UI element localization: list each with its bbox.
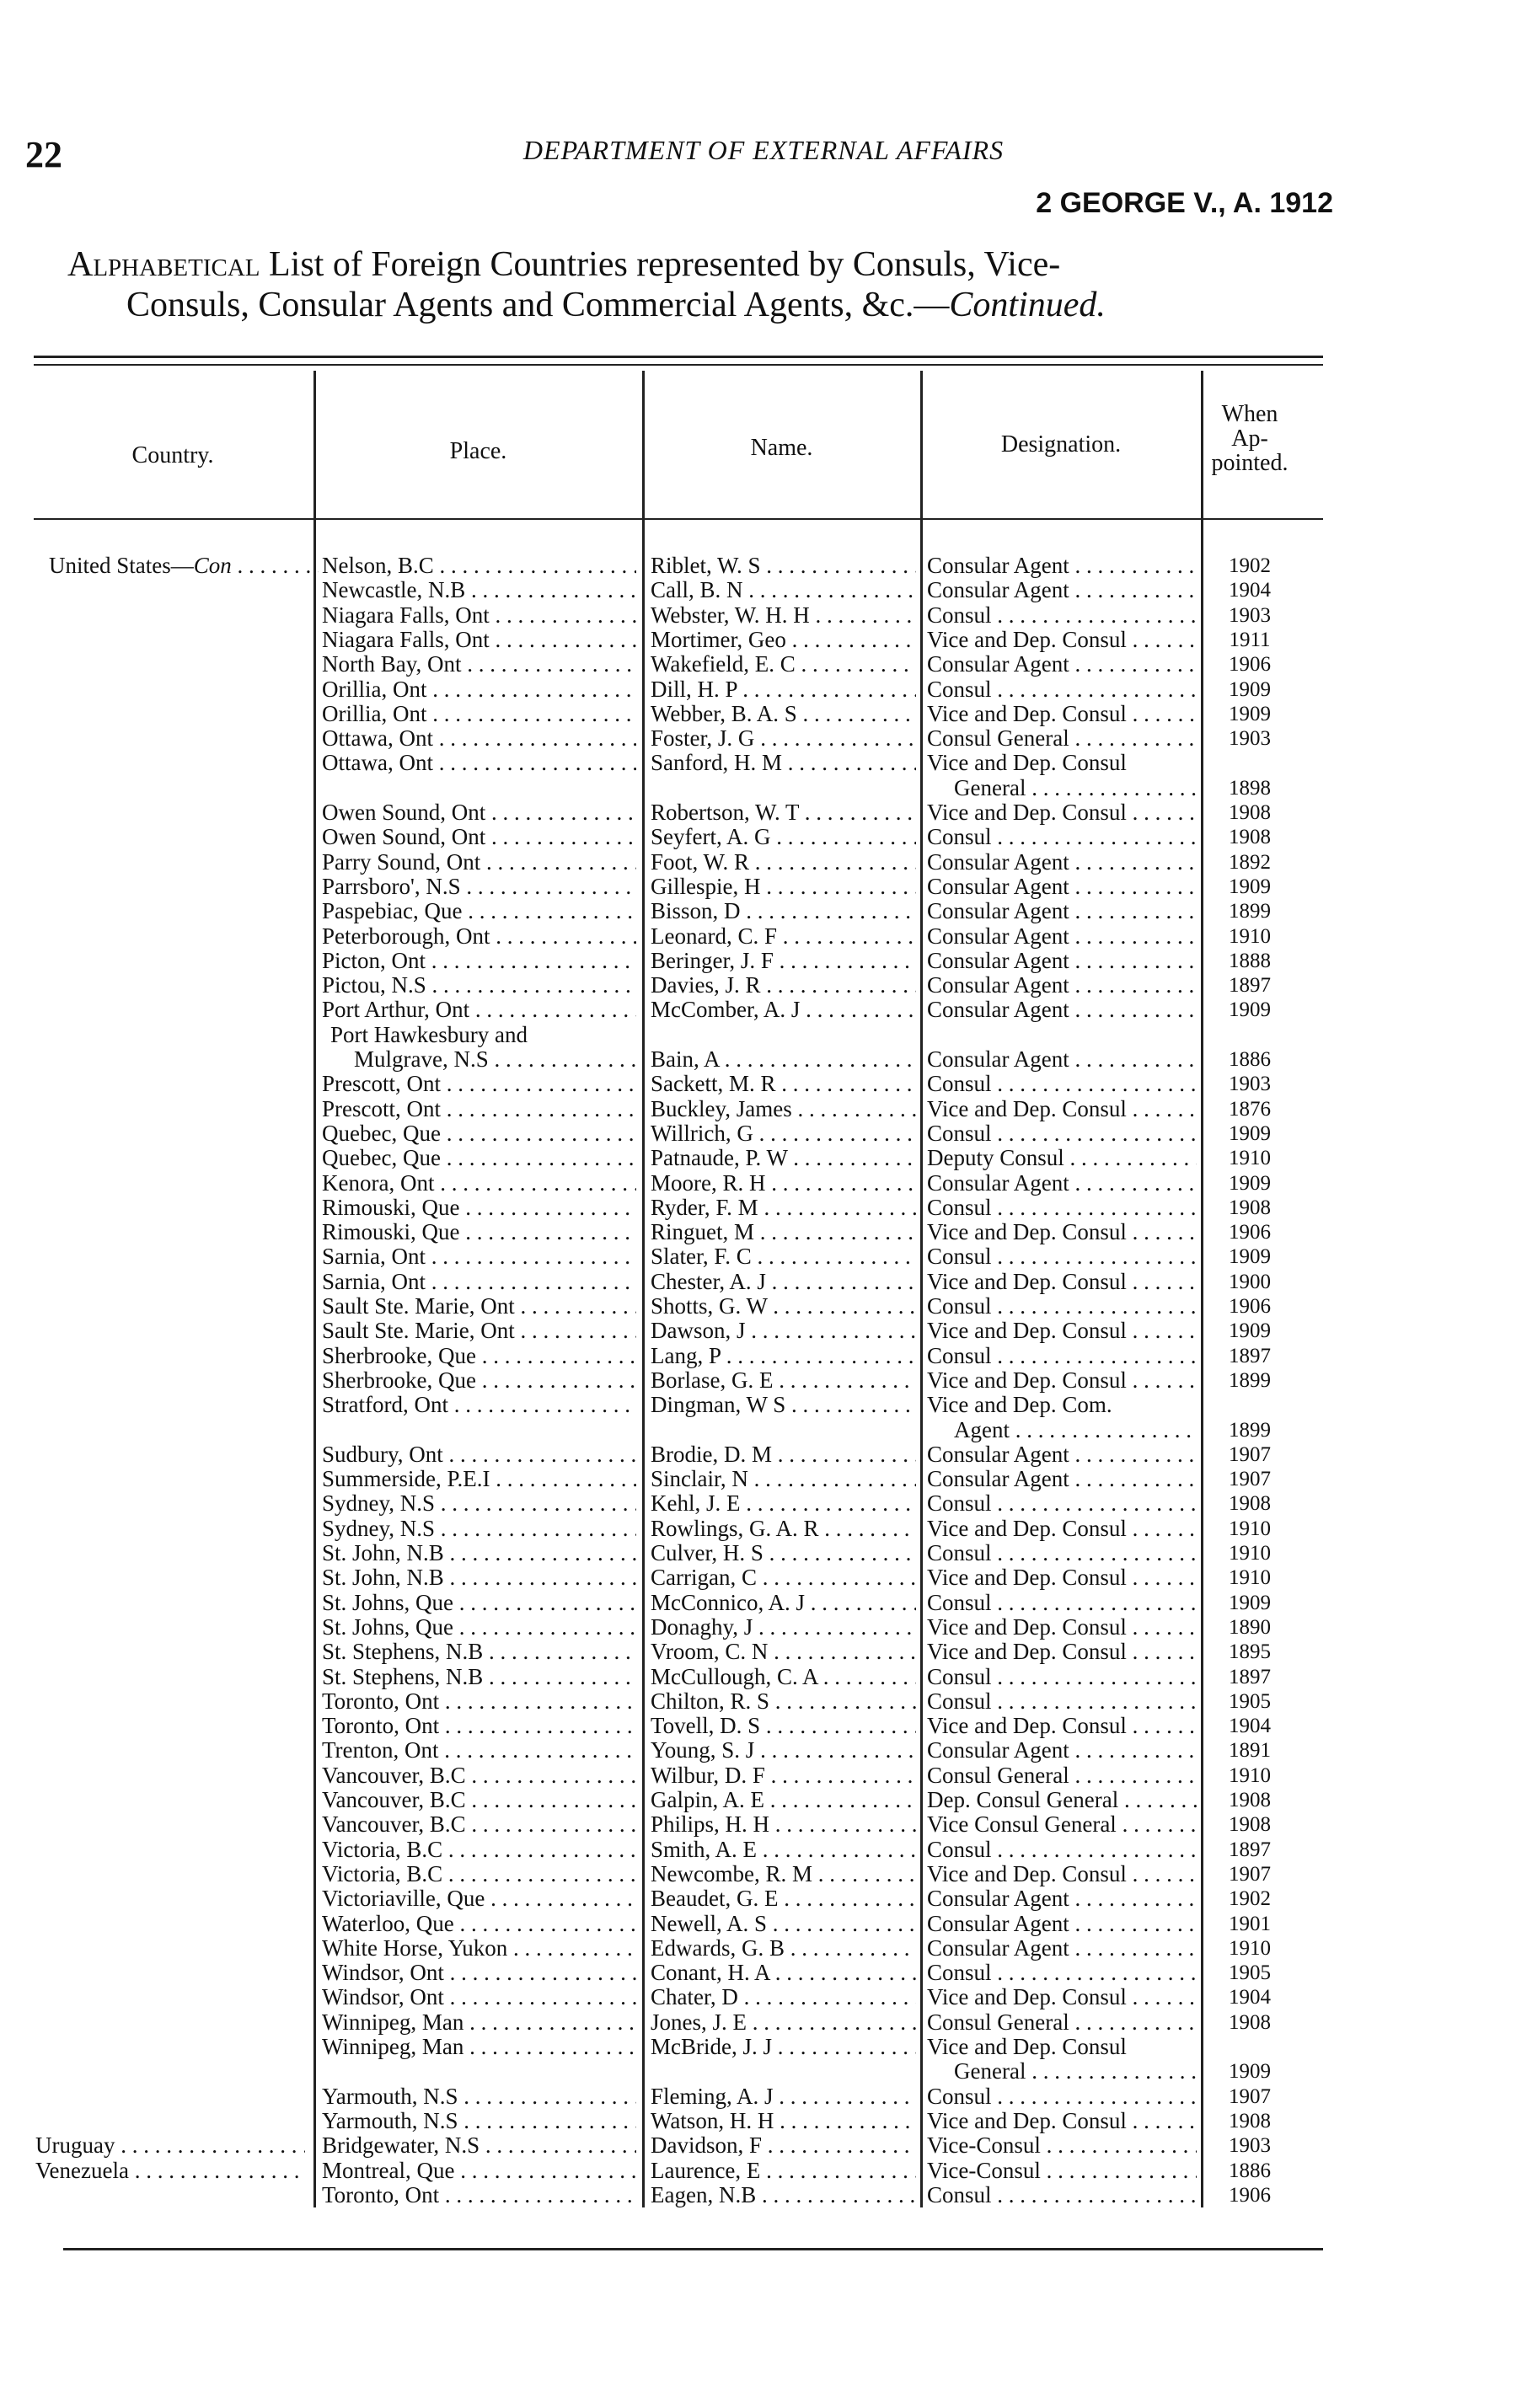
place-cell: Sault Ste. Marie, Ont . . . (322, 1319, 636, 1343)
year-cell: 1886 (1229, 1048, 1271, 1071)
year-cell: 1876 (1229, 1097, 1271, 1121)
name-cell: Wakefield, E. C . . . (651, 652, 916, 677)
session-label: 2 GEORGE V., A. 1912 (1036, 187, 1333, 219)
designation-cell: Consular Agent . . . (927, 554, 1197, 578)
year-cell: 1903 (1229, 603, 1271, 627)
column-divider-3 (920, 371, 923, 2207)
name-cell: Vroom, C. N . . . (651, 1640, 916, 1664)
year-cell: 1910 (1229, 1542, 1271, 1565)
designation-cell: Vice and Dep. Com. (927, 1392, 1112, 1418)
designation-cell: Vice and Dep. Consul . . . (927, 1319, 1197, 1343)
year-cell: 1892 (1229, 850, 1271, 874)
designation-cell: Consular Agent . . . (927, 899, 1197, 923)
designation-cell: Consul General . . . (927, 726, 1197, 751)
year-cell: 1901 (1229, 1912, 1271, 1935)
designation-cell: Vice and Dep. Consul . . . (927, 1097, 1197, 1121)
designation-cell: Vice-Consul . . . (927, 2133, 1197, 2158)
list-title-line-2 (126, 285, 1106, 325)
column-divider-4 (1201, 371, 1203, 2207)
year-cell: 1906 (1229, 653, 1271, 677)
name-cell: Dawson, J . . . (651, 1319, 916, 1343)
designation-cell: Consul . . . (927, 2084, 1197, 2109)
name-cell: Seyfert, A. G . . . (651, 825, 916, 849)
year-cell: 1891 (1229, 1739, 1271, 1763)
name-cell: Sackett, M. R . . . (651, 1072, 916, 1096)
designation-cell: Vice and Dep. Consul . . . (927, 800, 1197, 825)
place-cell: St. Johns, Que . . . (322, 1615, 636, 1640)
name-cell: McCullough, C. A . . . (651, 1665, 916, 1689)
year-cell: 1895 (1229, 1640, 1271, 1664)
designation-cell: Consul General . . . (927, 2010, 1197, 2035)
year-cell: 1906 (1229, 1295, 1271, 1318)
designation-cell-cont: Agent . . . (954, 1418, 1197, 1442)
designation-cell: Consular Agent . . . (927, 652, 1197, 677)
designation-cell: Consular Agent . . . (927, 578, 1197, 602)
name-cell: Brodie, D. M . . . (651, 1442, 916, 1467)
name-cell: Young, S. J . . . (651, 1738, 916, 1763)
place-cell: Nelson, B.C . . . (322, 554, 636, 578)
table-top-rule (34, 356, 1323, 358)
place-cell: St. Stephens, N.B . . . (322, 1640, 636, 1664)
designation-cell-cont: General . . . (954, 776, 1197, 800)
list-title-line-1 (67, 244, 1060, 285)
name-cell: Culver, H. S . . . (651, 1541, 916, 1565)
place-cell: Owen Sound, Ont . . . (322, 800, 636, 825)
place-cell: Victoria, B.C . . . (322, 1838, 636, 1862)
year-cell: 1905 (1229, 1961, 1271, 1985)
year-cell: 1900 (1229, 1270, 1271, 1293)
place-cell: Picton, Ont . . . (322, 949, 636, 973)
designation-cell: Vice-Consul . . . (927, 2159, 1197, 2183)
place-cell: Niagara Falls, Ont . . . (322, 603, 636, 628)
title-line-2-text: Consuls, Consular Agents and Commercial Agents, &c.— (126, 286, 950, 324)
year-cell: 1908 (1229, 1813, 1271, 1837)
year-cell: 1909 (1229, 677, 1271, 701)
year-cell: 1897 (1229, 1344, 1271, 1367)
place-cell: Bridgewater, N.S . . . (322, 2133, 636, 2158)
name-cell: McConnico, A. J . . . (651, 1591, 916, 1615)
place-cell: Sudbury, Ont . . . (322, 1442, 636, 1467)
place-cell: Parrsboro', N.S . . . (322, 875, 636, 899)
place-cell: Toronto, Ont . . . (322, 2183, 636, 2207)
name-cell: Gillespie, H . . . (651, 875, 916, 899)
name-cell: Robertson, W. T . . . (651, 800, 916, 825)
name-cell: Ringuet, M . . . (651, 1220, 916, 1244)
designation-cell: Vice and Dep. Consul . . . (927, 1517, 1197, 1541)
place-cell: Parry Sound, Ont . . . (322, 850, 636, 875)
year-cell: 1908 (1229, 1789, 1271, 1811)
running-head: DEPARTMENT OF EXTERNAL AFFAIRS (522, 135, 1005, 165)
year-cell: 1911 (1229, 628, 1271, 651)
place-cell: Peterborough, Ont . . . (322, 924, 636, 949)
place-cell: Sherbrooke, Que . . . (322, 1344, 636, 1368)
name-cell: Sanford, H. M . . . (651, 751, 916, 775)
name-cell: Galpin, A. E . . . (651, 1788, 916, 1812)
place-cell: Orillia, Ont . . . (322, 677, 636, 702)
name-cell: Wilbur, D. F . . . (651, 1763, 916, 1788)
header-when-1: When (1221, 401, 1278, 427)
name-cell: Webber, B. A. S . . . (651, 702, 916, 726)
place-cell: Ottawa, Ont . . . (322, 726, 636, 751)
name-cell: Edwards, G. B . . . (651, 1936, 916, 1961)
designation-cell: Consular Agent . . . (927, 949, 1197, 973)
year-cell: 1909 (1229, 1171, 1271, 1195)
place-cell: Stratford, Ont . . . (322, 1393, 636, 1417)
designation-cell: Consul . . . (927, 825, 1197, 849)
place-cell: Orillia, Ont . . . (322, 702, 636, 726)
title-line-1-text: List of Foreign Countries represented by Consuls, Vice- (269, 245, 1061, 284)
name-cell: Chester, A. J . . . (651, 1270, 916, 1294)
designation-cell: Consul . . . (927, 1838, 1197, 1862)
designation-cell: Vice and Dep. Consul (927, 2034, 1127, 2059)
place-cell: St. John, N.B . . . (322, 1541, 636, 1565)
title-continued: Continued. (949, 286, 1106, 324)
name-cell: Tovell, D. S . . . (651, 1714, 916, 1738)
designation-cell: Consul . . . (927, 1541, 1197, 1565)
year-cell: 1899 (1229, 1368, 1271, 1392)
designation-cell: Vice and Dep. Consul . . . (927, 1714, 1197, 1738)
year-cell: 1897 (1229, 1665, 1271, 1688)
name-cell: Foster, J. G . . . (651, 726, 916, 751)
designation-cell: Consular Agent . . . (927, 1047, 1197, 1072)
country-cell (35, 2159, 305, 2183)
name-cell: McComber, A. J . . . (651, 998, 916, 1022)
header-when-2: Ap- (1231, 425, 1268, 452)
name-cell: Call, B. N . . . (651, 578, 916, 602)
year-cell: 1903 (1229, 727, 1271, 751)
designation-cell: Vice and Dep. Consul . . . (927, 1862, 1197, 1886)
designation-cell: Consular Agent . . . (927, 973, 1197, 998)
designation-cell: Consular Agent . . . (927, 1912, 1197, 1936)
year-cell: 1888 (1229, 949, 1271, 972)
year-cell: 1886 (1229, 2159, 1271, 2182)
place-cell: Summerside, P.E.I . . . (322, 1467, 636, 1491)
designation-cell: Deputy Consul . . . (927, 1146, 1197, 1170)
name-cell: Eagen, N.B . . . (651, 2183, 916, 2207)
name-cell: Buckley, James . . . (651, 1097, 916, 1121)
name-cell: Mortimer, Geo . . . (651, 628, 916, 652)
name-cell: Borlase, G. E . . . (651, 1368, 916, 1393)
year-cell: 1909 (1229, 1121, 1271, 1145)
name-cell: Philips, H. H . . . (651, 1812, 916, 1837)
place-cell: Montreal, Que . . . (322, 2159, 636, 2183)
header-place: Place. (449, 438, 507, 464)
name-cell: Ryder, F. M . . . (651, 1196, 916, 1220)
year-cell: 1909 (1229, 1245, 1271, 1269)
designation-cell: Consular Agent . . . (927, 850, 1197, 875)
designation-cell: Dep. Consul General . . . (927, 1788, 1197, 1812)
year-cell: 1907 (1229, 1862, 1271, 1886)
designation-cell: Vice and Dep. Consul . . . (927, 702, 1197, 726)
place-cell: Vancouver, B.C . . . (322, 1763, 636, 1788)
column-divider-2 (642, 371, 645, 2207)
place-cell: Trenton, Ont . . . (322, 1738, 636, 1763)
name-cell: Sinclair, N . . . (651, 1467, 916, 1491)
place-cell: Niagara Falls, Ont . . . (322, 628, 636, 652)
designation-cell: Vice and Dep. Consul . . . (927, 628, 1197, 652)
place-cell: Quebec, Que . . . (322, 1146, 636, 1170)
year-cell: 1908 (1229, 2109, 1271, 2132)
name-cell: Chater, D . . . (651, 1985, 916, 2009)
place-cell: Vancouver, B.C . . . (322, 1812, 636, 1837)
name-cell: Willrich, G . . . (651, 1121, 916, 1146)
country-cell (35, 2133, 305, 2158)
designation-cell: Consular Agent . . . (927, 924, 1197, 949)
designation-cell: Consul . . . (927, 1591, 1197, 1615)
place-cell: St. Johns, Que . . . (322, 1591, 636, 1615)
place-cell: Vancouver, B.C . . . (322, 1788, 636, 1812)
place-cell: Waterloo, Que . . . (322, 1912, 636, 1936)
table-bottom-rule (63, 2248, 1323, 2250)
name-cell: Beaudet, G. E . . . (651, 1886, 916, 1911)
designation-cell-cont: General . . . (954, 2059, 1197, 2084)
name-cell: Rowlings, G. A. R . . . (651, 1517, 916, 1541)
designation-cell: Consular Agent . . . (927, 1738, 1197, 1763)
designation-cell: Consul . . . (927, 1961, 1197, 1985)
place-cell: Newcastle, N.B . . . (322, 578, 636, 602)
year-cell: 1903 (1229, 1073, 1271, 1096)
designation-cell: Consul . . . (927, 1344, 1197, 1368)
designation-cell: Consul . . . (927, 1072, 1197, 1096)
name-cell: Dingman, W S . . . (651, 1393, 916, 1417)
name-cell: Shotts, G. W . . . (651, 1294, 916, 1319)
place-cell: Pictou, N.S . . . (322, 973, 636, 998)
designation-cell: Vice and Dep. Consul . . . (927, 1985, 1197, 2009)
year-cell: 1904 (1229, 579, 1271, 602)
header-designation: Designation. (1000, 431, 1122, 458)
name-cell: Davidson, F . . . (651, 2133, 916, 2158)
year-cell: 1908 (1229, 2010, 1271, 2034)
place-cell: Sarnia, Ont . . . (322, 1270, 636, 1294)
name-cell: Dill, H. P . . . (651, 677, 916, 702)
designation-cell: Vice Consul General . . . (927, 1812, 1197, 1837)
place-cell: White Horse, Yukon . . . (322, 1936, 636, 1961)
designation-cell: Consular Agent . . . (927, 1467, 1197, 1491)
year-cell: 1904 (1229, 1715, 1271, 1738)
place-cell: Port Arthur, Ont . . . (322, 998, 636, 1022)
designation-cell: Vice and Dep. Consul . . . (927, 2109, 1197, 2133)
name-cell: Beringer, J. F . . . (651, 949, 916, 973)
place-cell: Kenora, Ont . . . (322, 1171, 636, 1196)
place-cell: Winnipeg, Man . . . (322, 2010, 636, 2035)
year-cell: 1903 (1229, 2134, 1271, 2158)
name-cell: Slater, F. C . . . (651, 1244, 916, 1269)
year-cell: 1907 (1229, 1442, 1271, 1466)
place-cell: Windsor, Ont . . . (322, 1961, 636, 1985)
year-cell: 1902 (1229, 1887, 1271, 1911)
country-name: Venezuela (35, 2158, 129, 2183)
designation-cell: Consul . . . (927, 1491, 1197, 1516)
year-cell: 1908 (1229, 1492, 1271, 1516)
name-cell: Patnaude, P. W . . . (651, 1146, 916, 1170)
country-cell (49, 554, 319, 578)
designation-cell: Consul . . . (927, 1689, 1197, 1714)
designation-cell: Consular Agent . . . (927, 875, 1197, 899)
designation-cell: Consular Agent . . . (927, 1442, 1197, 1467)
year-cell: 1910 (1229, 1147, 1271, 1170)
year-cell: 1910 (1229, 1763, 1271, 1787)
place-cell: Sarnia, Ont . . . (322, 1244, 636, 1269)
designation-cell: Consul . . . (927, 603, 1197, 628)
place-cell: Yarmouth, N.S . . . (322, 2109, 636, 2133)
place-cell: Ottawa, Ont . . . (322, 751, 636, 775)
place-cell: Sydney, N.S . . . (322, 1517, 636, 1541)
designation-cell: Consul . . . (927, 1244, 1197, 1269)
designation-cell: Vice and Dep. Consul . . . (927, 1220, 1197, 1244)
year-cell: 1897 (1229, 1838, 1271, 1861)
designation-cell: Consular Agent . . . (927, 1171, 1197, 1196)
year-cell: 1899 (1229, 900, 1271, 923)
country-name: Uruguay (35, 2133, 115, 2159)
country-name: United States— (49, 554, 194, 578)
place-cell: Sydney, N.S . . . (322, 1491, 636, 1516)
year-cell: 1910 (1229, 1936, 1271, 1960)
name-cell: Newell, A. S . . . (651, 1912, 916, 1936)
place-cell: Victoria, B.C . . . (322, 1862, 636, 1886)
name-cell: Leonard, C. F . . . (651, 924, 916, 949)
year-cell: 1897 (1229, 974, 1271, 998)
year-cell: 1910 (1229, 924, 1271, 948)
year-cell: 1907 (1229, 1468, 1271, 1491)
column-divider-1 (313, 371, 316, 2207)
year-cell: 1906 (1229, 2183, 1271, 2207)
name-cell: Carrigan, C . . . (651, 1565, 916, 1590)
name-cell: McBride, J. J . . . (651, 2035, 916, 2059)
name-cell: Foot, W. R . . . (651, 850, 916, 875)
name-cell: Chilton, R. S . . . (651, 1689, 916, 1714)
year-cell: 1909 (1229, 998, 1271, 1022)
year-cell: 1899 (1229, 1418, 1271, 1442)
place-cell: Paspebiac, Que . . . (322, 899, 636, 923)
place-cell: Sherbrooke, Que . . . (322, 1368, 636, 1393)
designation-cell: Vice and Dep. Consul . . . (927, 1615, 1197, 1640)
place-cell: Rimouski, Que . . . (322, 1220, 636, 1244)
header-name: Name. (750, 435, 813, 461)
table-top-rule-inner (34, 364, 1323, 366)
year-cell: 1902 (1229, 554, 1271, 577)
designation-cell: Vice and Dep. Consul . . . (927, 1565, 1197, 1590)
place-cell: Sault Ste. Marie, Ont . . . (322, 1294, 636, 1319)
name-cell: Watson, H. H . . . (651, 2109, 916, 2133)
page-number: 22 (25, 134, 62, 175)
designation-cell: Consular Agent . . . (927, 998, 1197, 1022)
year-cell: 1909 (1229, 1319, 1271, 1343)
header-when-3: pointed. (1211, 450, 1289, 476)
header-country: Country. (131, 442, 214, 468)
name-cell: Donaghy, J . . . (651, 1615, 916, 1640)
name-cell: Moore, R. H . . . (651, 1171, 916, 1196)
place-cell: St. John, N.B . . . (322, 1565, 636, 1590)
name-cell: Laurence, E . . . (651, 2159, 916, 2183)
name-cell: Lang, P . . . (651, 1344, 916, 1368)
place-cell: Winnipeg, Man . . . (322, 2035, 636, 2059)
year-cell: 1910 (1229, 1517, 1271, 1540)
place-cell: St. Stephens, N.B . . . (322, 1665, 636, 1689)
name-cell: Newcombe, R. M . . . (651, 1862, 916, 1886)
name-cell: Riblet, W. S . . . (651, 554, 916, 578)
designation-cell: Vice and Dep. Consul . . . (927, 1368, 1197, 1393)
designation-cell: Consul . . . (927, 1121, 1197, 1146)
year-cell: 1904 (1229, 1986, 1271, 2009)
designation-cell: Consul . . . (927, 1196, 1197, 1220)
title-lead: Alphabetical (67, 245, 260, 284)
designation-cell: Vice and Dep. Consul . . . (927, 1270, 1197, 1294)
place-cell: Quebec, Que . . . (322, 1121, 636, 1146)
name-cell: Webster, W. H. H . . . (651, 603, 916, 628)
year-cell: 1909 (1229, 2060, 1271, 2084)
year-cell: 1905 (1229, 1689, 1271, 1713)
place-cell: North Bay, Ont . . . (322, 652, 636, 677)
year-cell: 1908 (1229, 1196, 1271, 1219)
place-cell: Yarmouth, N.S . . . (322, 2084, 636, 2109)
place-cell: Prescott, Ont . . . (322, 1072, 636, 1096)
name-cell: Jones, J. E . . . (651, 2010, 916, 2035)
designation-cell: Vice and Dep. Consul (927, 750, 1127, 776)
header-bottom-rule (34, 518, 1323, 520)
year-cell: 1910 (1229, 1566, 1271, 1590)
year-cell: 1907 (1229, 2084, 1271, 2108)
name-cell: Conant, H. A . . . (651, 1961, 916, 1985)
name-cell: Bain, A . . . (651, 1047, 916, 1072)
place-cell: Toronto, Ont . . . (322, 1714, 636, 1738)
designation-cell: Consul . . . (927, 1294, 1197, 1319)
place-cell: Windsor, Ont . . . (322, 1985, 636, 2009)
designation-cell: Vice and Dep. Consul . . . (927, 1640, 1197, 1664)
name-cell: Bisson, D . . . (651, 899, 916, 923)
place-cell: Prescott, Ont . . . (322, 1097, 636, 1121)
name-cell: Smith, A. E . . . (651, 1838, 916, 1862)
place-cell-prefix: Port Hawkesbury and (330, 1021, 528, 1047)
year-cell: 1908 (1229, 826, 1271, 849)
designation-cell: Consular Agent . . . (927, 1936, 1197, 1961)
designation-cell: Consul General . . . (927, 1763, 1197, 1788)
place-cell: Owen Sound, Ont . . . (322, 825, 636, 849)
name-cell: Fleming, A. J . . . (651, 2084, 916, 2109)
year-cell: 1906 (1229, 1221, 1271, 1244)
name-cell: Davies, J. R . . . (651, 973, 916, 998)
designation-cell: Consul . . . (927, 2183, 1197, 2207)
place-cell: Toronto, Ont . . . (322, 1689, 636, 1714)
year-cell: 1909 (1229, 702, 1271, 725)
year-cell: 1890 (1229, 1615, 1271, 1639)
name-cell: Kehl, J. E . . . (651, 1491, 916, 1516)
designation-cell: Consul . . . (927, 1665, 1197, 1689)
year-cell: 1909 (1229, 1591, 1271, 1614)
year-cell: 1908 (1229, 801, 1271, 824)
place-cell: Victoriaville, Que . . . (322, 1886, 636, 1911)
year-cell: 1898 (1229, 776, 1271, 800)
place-cell: Rimouski, Que . . . (322, 1196, 636, 1220)
year-cell: 1909 (1229, 875, 1271, 898)
country-continued: Con (193, 554, 232, 578)
designation-cell: Consular Agent . . . (927, 1886, 1197, 1911)
designation-cell: Consul . . . (927, 677, 1197, 702)
place-cell: Mulgrave, N.S . . . (354, 1047, 636, 1072)
